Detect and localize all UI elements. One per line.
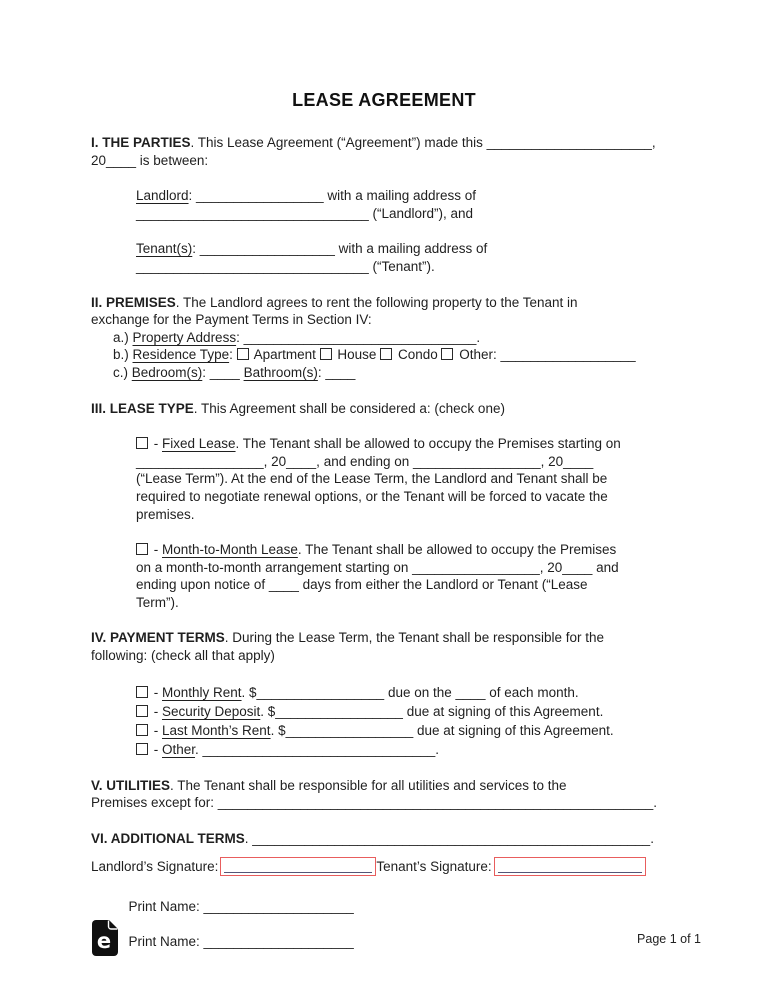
text-line [91, 647, 677, 665]
section-payment-terms [91, 629, 677, 664]
defined-term: Bathroom(s) [243, 364, 318, 380]
body-text: c.) [113, 364, 132, 380]
text-line [91, 541, 677, 559]
tenant-print-name [91, 934, 354, 967]
body-text: : _______________________________. [236, 329, 481, 345]
body-text: - [150, 722, 162, 738]
body-text: Other: __________________ [455, 347, 636, 363]
text-line [91, 294, 677, 312]
body-text: . _____________________________________________________. [244, 830, 654, 846]
body-text: . The Tenant shall be responsible for all utilities and services to the [170, 777, 567, 793]
body-text: . The Tenant shall be allowed to occupy the Premises [297, 542, 617, 558]
tenant-signature-field[interactable] [494, 857, 646, 876]
text-line [91, 187, 677, 205]
text-line [91, 311, 677, 329]
body-text: a.) [113, 329, 133, 345]
body-text: . $_________________ due on the ____ of each month. [241, 684, 579, 700]
text-line [91, 152, 677, 170]
text-line [91, 205, 677, 223]
checkbox-icon[interactable] [380, 348, 392, 360]
signature-section [91, 855, 677, 968]
body-text: following: (check all that apply) [91, 648, 275, 664]
text-line [91, 134, 677, 152]
defined-term: Fixed Lease [162, 436, 236, 452]
body-text: . $_________________ due at signing of this Agreement. [260, 703, 604, 719]
text-line [91, 629, 677, 647]
body-text: - [150, 703, 162, 719]
signature-row [91, 855, 677, 877]
text-line [91, 777, 677, 795]
body-text: _________________, 20____, and ending on _________________, 20____ [136, 453, 594, 469]
section-utilities [91, 777, 677, 812]
defined-term: Residence Type [132, 347, 230, 363]
eforms-logo-icon [92, 920, 118, 956]
body-text: . The Landlord agrees to rent the following property to the Tenant in [175, 294, 578, 310]
defined-term: Landlord [136, 188, 189, 204]
checkbox-icon[interactable] [136, 686, 148, 698]
text-line [91, 683, 677, 702]
text-line [91, 346, 677, 364]
document-body [91, 134, 677, 847]
body-text: : __________________ with a mailing address of [192, 241, 488, 257]
body-text: Apartment [250, 347, 320, 363]
text-line [91, 400, 677, 418]
landlord-signature-label: Landlord’s Signature: [91, 858, 219, 874]
body-text: . This Agreement shall be considered a: (check one) [193, 400, 505, 416]
text-line [91, 435, 677, 453]
clause-landlord [91, 187, 677, 222]
page-number-label: Page 1 of 1 [637, 932, 701, 946]
body-text: required to negotiate renewal options, or the Tenant will be forced to vacate the [136, 488, 608, 504]
text-line [91, 559, 677, 577]
checkbox-icon[interactable] [136, 724, 148, 736]
defined-term: Security Deposit [162, 703, 261, 719]
body-text: : ____ [202, 364, 244, 380]
checkbox-icon[interactable] [136, 705, 148, 717]
body-text: 20____ is between: [91, 152, 209, 168]
text-line [91, 794, 677, 812]
body-text: : _________________ with a mailing address of [188, 188, 477, 204]
defined-term: Property Address [132, 329, 237, 345]
section-heading: IV. PAYMENT TERMS [91, 630, 225, 646]
defined-term: Last Month’s Rent [162, 722, 271, 738]
text-line [91, 453, 677, 471]
body-text: ______________________, [486, 135, 656, 150]
body-text: : ____ [317, 364, 356, 380]
body-text: - [150, 436, 162, 452]
section-premises [91, 294, 677, 382]
body-text: . This Lease Agreement (“Agreement”) made this [190, 135, 487, 150]
text-line [91, 721, 677, 740]
text-line [91, 576, 677, 594]
section-heading: I. THE PARTIES [91, 135, 191, 150]
checkbox-icon[interactable] [441, 348, 453, 360]
checkbox-icon[interactable] [320, 348, 332, 360]
section-heading: VI. ADDITIONAL TERMS [91, 830, 245, 846]
checkbox-icon[interactable] [136, 437, 148, 449]
text-line [91, 506, 677, 524]
body-text: Premises except for: __________________________________________________________. [91, 795, 658, 811]
body-text: . The Tenant shall be allowed to occupy the Premises starting on [235, 436, 621, 452]
body-text: ending upon notice of ____ days from either the Landlord or Tenant (“Lease [136, 577, 588, 593]
body-text: - [150, 741, 162, 757]
defined-term: Other [162, 741, 196, 757]
text-line [91, 830, 677, 848]
svg-text:e: e [96, 929, 112, 953]
clause-tenant [91, 240, 677, 275]
checkbox-icon[interactable] [136, 543, 148, 555]
section-heading: III. LEASE TYPE [91, 400, 194, 416]
text-line [91, 594, 677, 612]
text-line [91, 702, 677, 721]
checkbox-icon[interactable] [237, 348, 249, 360]
defined-term: Monthly Rent [162, 684, 242, 700]
text-line [91, 470, 677, 488]
body-text: - [150, 542, 162, 558]
text-line [91, 364, 677, 382]
landlord-signature-field[interactable] [220, 857, 376, 876]
text-line [91, 740, 677, 759]
defined-term: Month-to-Month Lease [162, 542, 298, 558]
body-text: b.) [113, 347, 133, 363]
body-text: . _______________________________. [195, 741, 440, 757]
body-text: _______________________________ (“Landlord”), and [136, 205, 474, 221]
body-text: premises. [136, 506, 195, 522]
defined-term: Tenant(s) [136, 241, 193, 257]
body-text: Term”). [136, 594, 179, 610]
print-name-row [91, 880, 677, 968]
text-line [91, 488, 677, 506]
document-title: LEASE AGREEMENT [292, 90, 476, 110]
body-text: (“Lease Term”). At the end of the Lease Term, the Landlord and Tenant shall be [136, 471, 608, 487]
text-line [91, 258, 677, 276]
clause-payment-items [91, 683, 677, 759]
body-text: - [150, 684, 162, 700]
section-heading: V. UTILITIES [91, 777, 171, 793]
section-additional-terms [91, 830, 677, 848]
landlord-print-name-blank: ____________________ [199, 899, 354, 915]
body-text: : [229, 347, 237, 363]
body-text: . $_________________ due at signing of this Agreement. [270, 722, 614, 738]
document-content [91, 90, 677, 968]
landlord-print-name-label: Print Name: [128, 899, 200, 915]
body-text: on a month-to-month arrangement starting on _________________, 20____ and [136, 559, 619, 575]
body-text: exchange for the Payment Terms in Section IV: [91, 312, 372, 328]
checkbox-icon[interactable] [136, 743, 148, 755]
body-text: _______________________________ (“Tenant”). [136, 258, 435, 274]
body-text: House [333, 347, 381, 363]
clause-fixed-lease [91, 435, 677, 523]
signature-underline [224, 872, 372, 873]
tenant-print-name-blank: ____________________ [199, 934, 354, 950]
section-lease-type [91, 400, 677, 418]
body-text: . During the Lease Term, the Tenant shall be responsible for the [224, 630, 605, 646]
tenant-signature-label: Tenant’s Signature: [376, 858, 492, 874]
section-heading: II. PREMISES [91, 294, 176, 310]
defined-term: Bedroom(s) [131, 364, 203, 380]
section-parties [91, 134, 677, 169]
body-text: Condo [394, 347, 442, 363]
tenant-print-name-label: Print Name: [128, 934, 200, 950]
clause-month-to-month-lease [91, 541, 677, 611]
signature-underline [498, 872, 642, 873]
text-line [91, 329, 677, 347]
text-line [91, 240, 677, 258]
